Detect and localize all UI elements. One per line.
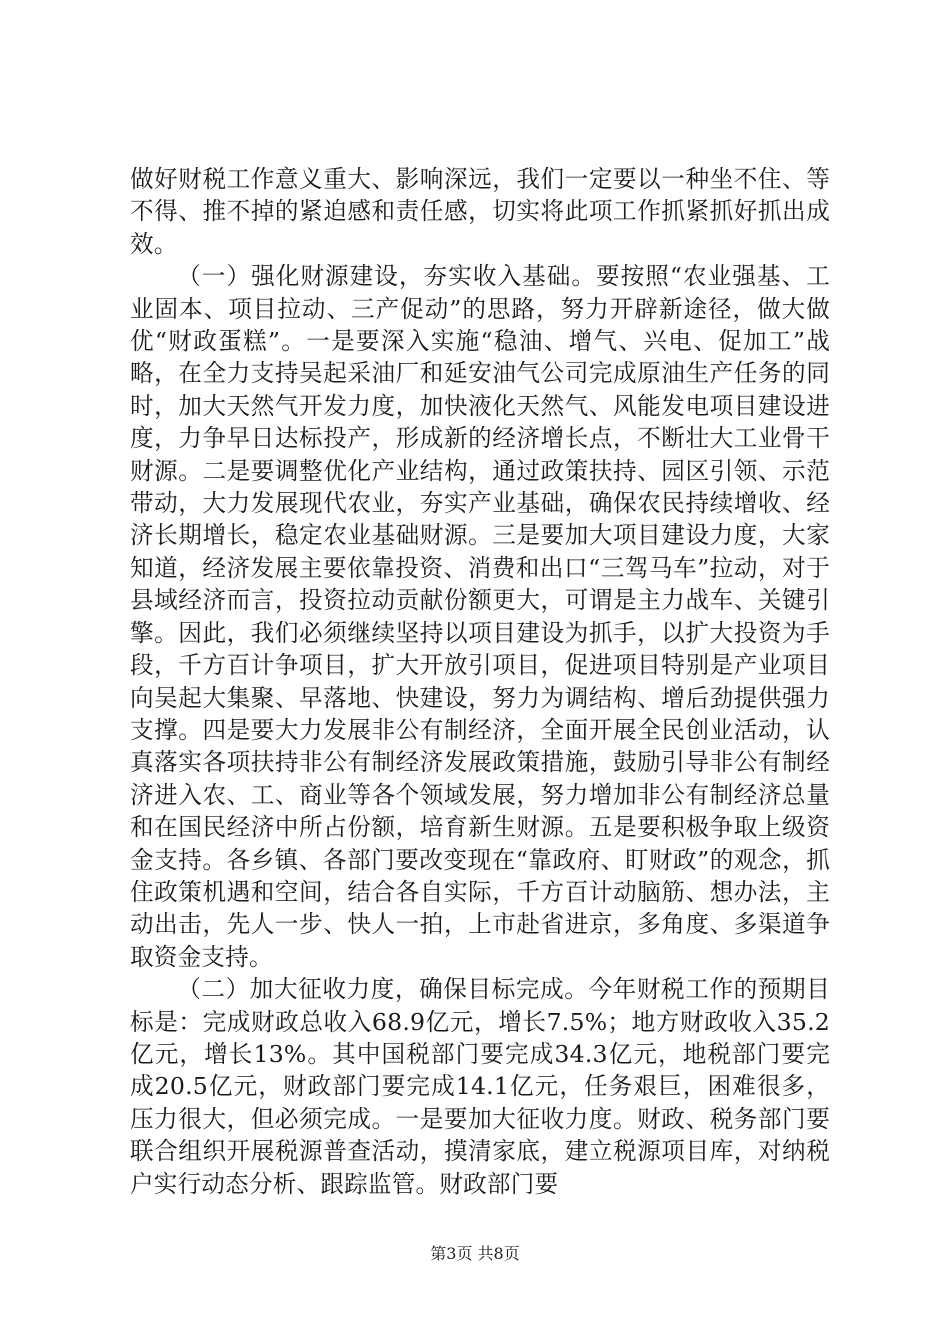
- paragraph-section-two: （二）加大征收力度，确保目标完成。今年财税工作的预期目标是：完成财政总收入68.9亿元，增长7.5%；地方财政收入35.2亿元，增长13%。其中国税部门要完成34.3亿元，地税部门要完成20.5亿元，财政部门要完成14.1亿元，任务艰巨，困难很多，压力很大，但必须完成。一是要加大征收力度。财政、税务部门要联合组织开展税源普查活动，摸清家底，建立税源项目库，对纳税户实行动态分析、跟踪监管。财政部门要: [130, 975, 830, 1198]
- paragraph-intro: 做好财税工作意义重大、影响深远，我们一定要以一种坐不住、等不得、推不掉的紧迫感和责任感，切实将此项工作抓紧抓好抓出成效。: [130, 165, 830, 258]
- page-footer: 第3页 共8页: [430, 1244, 520, 1263]
- paragraph-section-one: （一）强化财源建设，夯实收入基础。要按照“农业强基、工业固本、项目拉动、三产促动”的思路，努力开辟新途径，做大做优“财政蛋糕”。一是要深入实施“稳油、增气、兴电、促加工”战略，在全力支持吴起采油厂和延安油气公司完成原油生产任务的同时，加大天然气开发力度，加快液化天然气、风能发电项目建设进度，力争早日达标投产，形成新的经济增长点，不断壮大工业骨干财源。二是要调整优化产业结构，通过政策扶持、园区引领、示范带动，大力发展现代农业，夯实产业基础，确保农民持续增收、经济长期增长，稳定农业基础财源。三是要加大项目建设力度，大家知道，经济发展主要依靠投资、消费和出口“三驾马车”拉动，对于县域经济而言，投资拉动贡献份额更大，可谓是主力战车、关键引擎。因此，我们必须继续坚持以项目建设为抓手，以扩大投资为手段，千方百计争项目，扩大开放引项目，促进项目特别是产业项目向吴起大集聚、早落地、快建设，努力为调结构、增后劲提供强力支撑。四是要大力发展非公有制经济，全面开展全民创业活动，认真落实各项扶持非公有制经济发展政策措施，鼓励引导非公有制经济进入农、工、商业等各个领域发展，努力增加非公有制经济总量和在国民经济中所占份额，培育新生财源。五是要积极争取上级资金支持。各乡镇、各部门要改变现在“靠政府、盯财政”的观念，抓住政策机遇和空间，结合各自实际，千方百计动脑筋、想办法，主动出击，先人一步、快人一拍，上市赴省进京，多角度、多渠道争取资金支持。: [130, 262, 830, 971]
- document-body: [130, 163, 830, 1200]
